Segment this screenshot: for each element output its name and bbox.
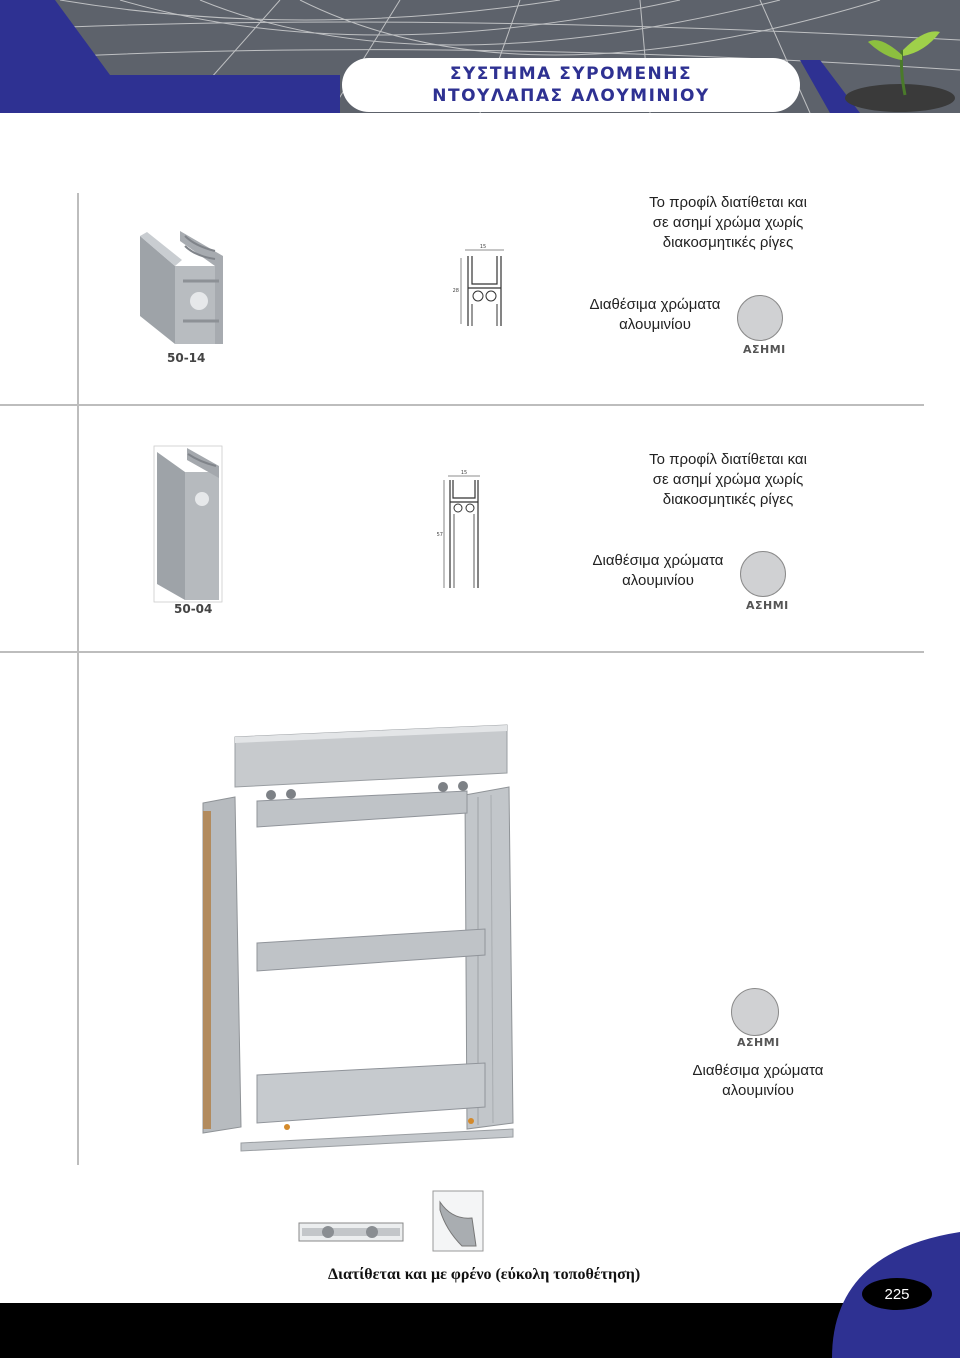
profile-50-04-3d-image [152,444,224,604]
available-colors-label: Διαθέσιμα χρώματα αλουμινίου [589,296,721,333]
footer-bar [0,1303,960,1358]
left-divider [77,193,79,1165]
silver-swatch [740,551,786,597]
available-colors-label: Διαθέσιμα χρώματα αλουμινίου [592,552,724,589]
profile-description: Το προφίλ διατίθεται και σε ασημί χρώμα χωρίς διακοσμητικές ρίγες [649,451,807,508]
swatch-label: ΑΣΗΜΙ [737,1036,780,1049]
brake-mechanism-image [298,1220,404,1244]
profile-50-04-drawing [438,470,484,592]
brake-clip-image [432,1190,484,1252]
page-number: 225 [862,1278,932,1310]
profile-50-14-drawing [452,244,508,330]
dimension-height: 57 [436,532,443,538]
silver-swatch [737,295,783,341]
dimension-height: 28 [452,288,459,294]
brake-caption: Διατίθεται και με φρένο (εύκολη τοποθέτηση) [328,1266,641,1283]
profile-50-14-3d-image [135,226,230,348]
swatch-label: ΑΣΗΜΙ [743,343,786,356]
available-colors-label: Διαθέσιμα χρώματα αλουμινίου [692,1062,824,1099]
title-line-1: ΣΥΣΤΗΜΑ ΣΥΡΟΜΕΝΗΣ [449,64,693,84]
dimension-width: 15 [460,470,468,476]
silver-swatch [731,988,779,1036]
row-divider-2 [0,651,924,653]
door-frame-assembly-image [195,715,525,1155]
profile-code: 50-14 [167,351,206,365]
profile-code: 50-04 [174,602,213,616]
swatch-label: ΑΣΗΜΙ [746,599,789,612]
profile-description: Το προφίλ διατίθεται και σε ασημί χρώμα χωρίς διακοσμητικές ρίγες [649,194,807,251]
row-divider-1 [0,404,924,406]
title-line-2: ΝΤΟΥΛΑΠΑΣ ΑΛΟΥΜΙΝΙΟΥ [432,86,710,106]
page-title [342,58,800,112]
dimension-width: 15 [479,244,487,250]
